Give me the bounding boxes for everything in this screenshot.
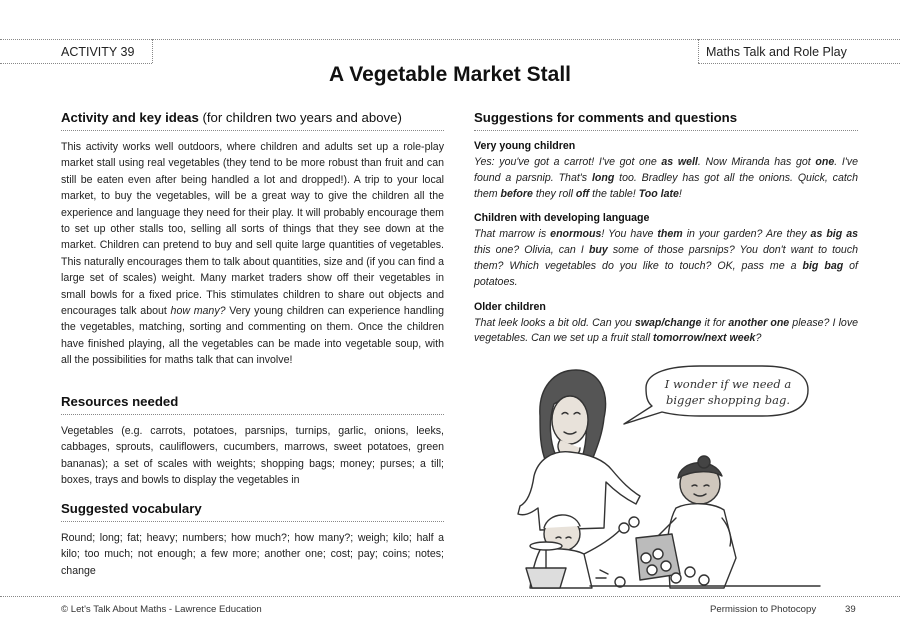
market-stall-illustration: [500, 358, 830, 590]
quote-bold: before: [500, 187, 533, 200]
quote-bold: enormous: [550, 228, 602, 241]
older-children-label: Older children: [474, 300, 546, 313]
activity-number: ACTIVITY 39: [61, 45, 135, 59]
quote-text: some of those parsnips? You don't want to touch them? Which vegetables do you like to touch? OK, pass me a: [474, 244, 859, 272]
quote-text: That marrow is: [474, 228, 551, 241]
quote-text: That leek looks a bit old. Can you: [474, 316, 635, 329]
quote-text: too. Bradley has got all the onions. Quick, catch them: [474, 171, 858, 200]
footer-copyright: © Let's Talk About Maths - Lawrence Education: [61, 604, 262, 615]
quote-bold: another one: [728, 316, 790, 329]
resources-body: Vegetables (e.g. carrots, potatoes, parsnips, turnips, garlic, onions, leeks, cabbages, sprouts, cauliflowers, cucumbers, marrows, sweet potatoes, green bananas); a set of scales with weights; shopping bags; money; purses; a till; boxes, trays and bowls to display the vegetables in: [61, 425, 444, 487]
quote-bold: Too late: [638, 187, 679, 200]
quote-bold: swap/change: [634, 316, 702, 329]
speech-line-2: bigger shopping bag.: [665, 393, 791, 407]
page-title: A Vegetable Market Stall: [329, 63, 571, 86]
quote-text: . I've found a parsnip. That's: [474, 156, 858, 184]
resources-section: [61, 394, 444, 489]
quote-bold: big bag: [802, 259, 844, 272]
vocabulary-body: Round; long; fat; heavy; numbers; how much?; how many?; weigh; kilo; half a kilo; too much; not enough; a few more; another one; cost; pay; coins; notes; change: [61, 532, 444, 577]
scales: [526, 568, 566, 588]
quote-text: the table!: [589, 187, 639, 200]
quote-bold: buy: [588, 244, 608, 257]
page-number: 39: [845, 604, 856, 615]
older-children-text: [474, 316, 858, 348]
activity-heading-note: (for children two years and above): [202, 110, 402, 125]
header-divider-right: [698, 39, 699, 63]
vocabulary-heading: Suggested vocabulary: [61, 501, 444, 522]
quote-text: ! You have: [601, 228, 658, 241]
suggestions-heading: Suggestions for comments and questions: [474, 110, 858, 131]
developing-children-label: Children with developing language: [474, 212, 650, 225]
quote-text: ?: [755, 332, 762, 345]
quote-text: it for: [701, 316, 729, 329]
footer-rule: [0, 596, 900, 597]
young-children-text: [474, 155, 858, 202]
activity-body: [61, 139, 444, 369]
quote-text: of potatoes.: [474, 259, 858, 288]
activity-heading-text: Activity and key ideas: [61, 110, 199, 125]
woman-face: [552, 396, 588, 444]
quote-text: please? I love vegetables. Can we set up a fruit stall: [474, 316, 859, 345]
quote-text: !: [678, 187, 682, 200]
quote-bold: tomorrow/next week: [653, 332, 756, 345]
quote-text: Yes: you've got a carrot! I've got one: [474, 156, 662, 168]
header-divider-left: [152, 39, 153, 63]
quote-text: they roll: [532, 187, 576, 200]
quote-bold: as well: [661, 156, 698, 168]
suggestions-section: [474, 110, 858, 347]
speech-line-1: I wonder if we need a: [664, 377, 792, 391]
activity-body-pre: This activity works well outdoors, where children and adults set up a role-play market stall using real vegetables (they tend to be more robust than fruit and can still be eaten even after being handled a lot and dropped!). A trip to your local market, to buy the vegetables, will be a great way to give the children all the experience and language they need for their play. It will probably encourage them to set up other stalls too, selling all sorts of things that they see down at the market. Children can pretend to buy and sell quite large quantities of vegetables. This naturally encourages them to talk about quantities, size and (if you can find a large set of scales) weight. Many market traders show off their vegetables in small bowls for a fixed price. This stimulates children to share out objects and encourages talk about: [61, 141, 444, 318]
quote-bold: as big as: [810, 228, 858, 241]
vocabulary-section: [61, 501, 444, 579]
footer-permission: Permission to Photocopy: [710, 604, 817, 615]
section-label: Maths Talk and Role Play: [706, 45, 847, 59]
quote-text: in your garden? Are they: [682, 228, 811, 241]
quote-text: this one? Olivia, can I: [474, 244, 589, 257]
quote-bold: long: [591, 171, 615, 184]
activity-heading: [61, 110, 444, 131]
resources-heading: Resources needed: [61, 394, 444, 415]
activity-body-post: Very young children can experience handling the vegetables, matching, sorting and commenting on them. Once the children have finished playing, all the vegetables can be made into vegetable soup, with all the possibilities for maths talk that can involve!: [61, 305, 444, 367]
quote-bold: them: [657, 228, 683, 241]
quote-bold: off: [575, 187, 590, 200]
quote-text: . Now Miranda has got: [697, 156, 816, 168]
young-children-label: Very young children: [474, 140, 576, 152]
activity-section: [61, 110, 444, 369]
woman-top: [518, 452, 640, 530]
developing-children-text: [474, 227, 858, 290]
quote-bold: one: [815, 156, 835, 168]
top-rule: [0, 39, 900, 40]
activity-body-em: how many?: [170, 305, 226, 318]
